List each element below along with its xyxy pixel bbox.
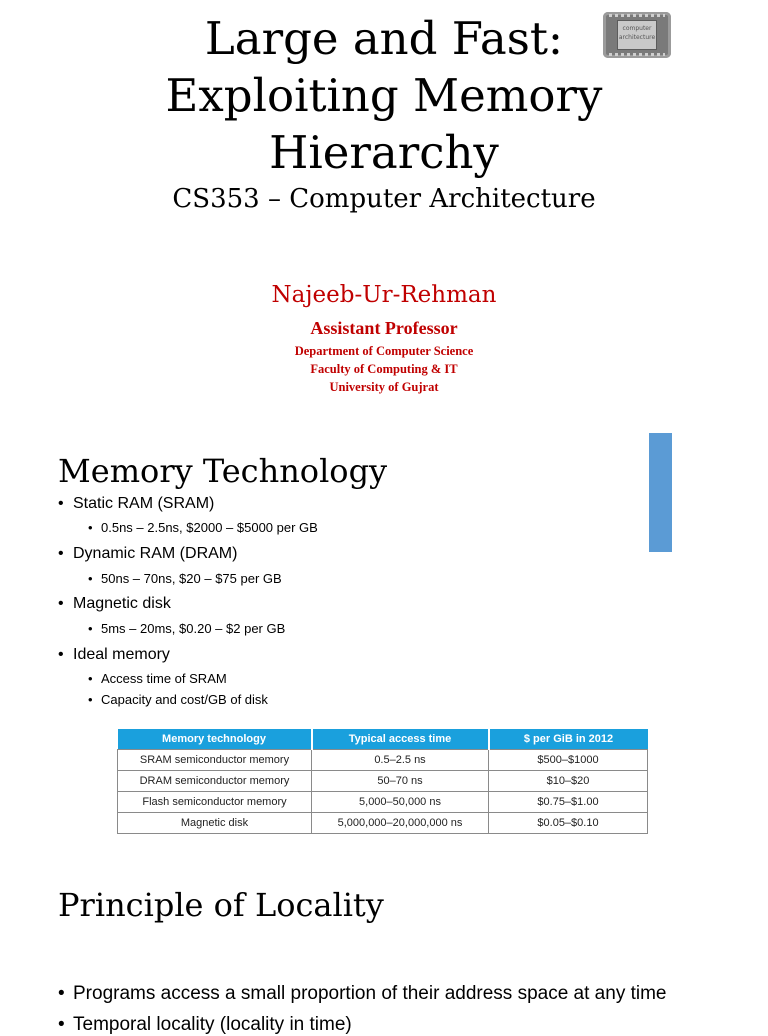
table-cell: Flash semiconductor memory [118,792,312,813]
memory-item-sram: • Static RAM (SRAM) [73,495,214,513]
author-role: Assistant Professor [310,318,458,338]
table-row [118,750,648,771]
table-cell: $0.05–$0.10 [489,813,648,834]
locality-bullet-1: • Programs access a small proportion of their address space at any time [73,983,667,1005]
course-subtitle: CS353 – Computer Architecture [172,184,596,214]
table-row [118,813,648,834]
cpu-chip-label: computer architecture [617,20,657,50]
table-header-cell: $ per GiB in 2012 [489,729,648,750]
table-row [118,792,648,813]
title-line-2: Exploiting Memory [165,69,603,122]
author-faculty: Faculty of Computing & IT [310,362,458,376]
table-cell: $500–$1000 [489,750,648,771]
memory-item-dram-detail: • 50ns – 70ns, $20 – $75 per GB [101,571,282,586]
table-cell: 50–70 ns [312,771,489,792]
memory-heading: Memory Technology [58,452,388,490]
memory-item-sram-detail: • 0.5ns – 2.5ns, $2000 – $5000 per GB [101,520,318,535]
table-header-cell: Memory technology [118,729,312,750]
accent-bar [649,433,672,552]
locality-heading: Principle of Locality [58,886,384,924]
table-cell: DRAM semiconductor memory [118,771,312,792]
table-header-row [118,729,648,750]
table-cell: $0.75–$1.00 [489,792,648,813]
title-line-1: Large and Fast: [204,12,564,65]
author-name: Najeeb-Ur-Rehman [271,282,497,308]
table-cell: 5,000–50,000 ns [312,792,489,813]
table-header-cell: Typical access time [312,729,489,750]
author-university: University of Gujrat [329,380,439,394]
memory-item-disk: • Magnetic disk [73,595,171,613]
table-cell: 0.5–2.5 ns [312,750,489,771]
cpu-chip-logo [603,12,671,58]
title-line-3: Hierarchy [269,126,499,179]
table-cell: 5,000,000–20,000,000 ns [312,813,489,834]
memory-item-disk-detail: • 5ms – 20ms, $0.20 – $2 per GB [101,621,285,636]
author-department: Department of Computer Science [294,344,474,358]
memory-item-ideal-detail-1: • Access time of SRAM [101,671,227,686]
memory-item-dram: • Dynamic RAM (DRAM) [73,545,237,563]
memory-item-ideal: • Ideal memory [73,646,170,664]
table-row [118,771,648,792]
memory-item-ideal-detail-2: • Capacity and cost/GB of disk [101,692,268,707]
locality-bullet-2: • Temporal locality (locality in time) [73,1014,352,1036]
table-cell: $10–$20 [489,771,648,792]
table-cell: Magnetic disk [118,813,312,834]
memory-cost-table [117,729,648,834]
table-cell: SRAM semiconductor memory [118,750,312,771]
